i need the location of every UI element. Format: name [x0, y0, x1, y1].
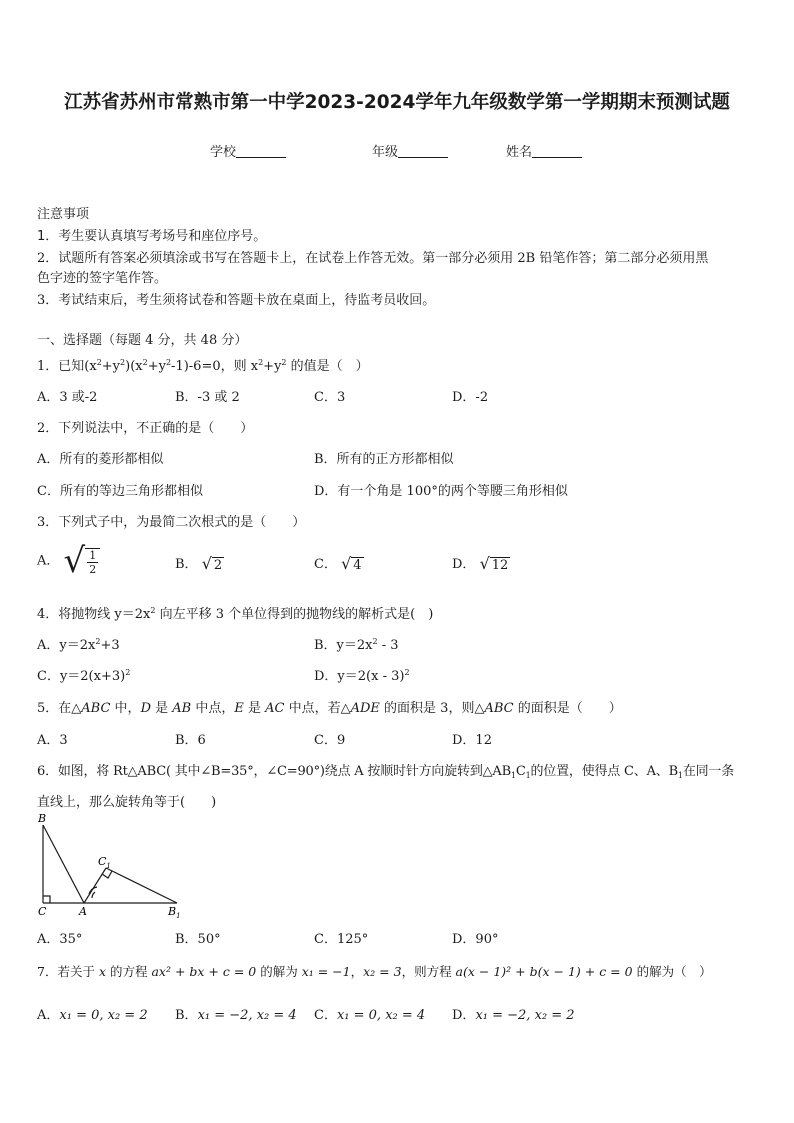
question-2-stem: 2．下列说法中，不正确的是（ ）: [37, 421, 254, 436]
q1-option-a: A．3 或-2: [37, 390, 98, 405]
question-4-stem: 4．将抛物线 $y=2x^2$ 向左平移 3 个单位得到的抛物线的解析式是( ): [37, 606, 434, 622]
grade-label: 年级: [372, 145, 399, 160]
question-7-stem: 7．若关于 x 的方程 ax² + bx + c = 0 的解为 x₁ = −1，x₂ = 3，则方程 a(x − 1)² + b(x − 1) + c = 0 的解为（ ）: [37, 964, 712, 979]
vertex-label-b1: $B_1$: [168, 905, 181, 920]
note-item: 1．考生要认真填写考场号和座位序号。: [37, 229, 267, 244]
question-1-stem: 1．已知$(x^2+y^2)(x^2+y^2-1)-6=0$，则 $x^2+y^2$ 的值是（ ）: [37, 358, 369, 374]
q7-option-c: C．x₁ = 0, x₂ = 4: [314, 1008, 426, 1023]
question-6-stem-line2: 直线上，那么旋转角等于( ): [37, 795, 217, 810]
q1-option-d: D．-2: [452, 390, 489, 405]
question-3-stem: 3．下列式子中，为最简二次根式的是（ ）: [37, 515, 306, 530]
school-label: 学校: [210, 145, 237, 160]
note-item: 3．考试结束后，考生须将试卷和答题卡放在桌面上，待监考员收回。: [37, 293, 436, 308]
q2-option-b: B．所有的正方形都相似: [314, 452, 454, 467]
name-field: [506, 141, 582, 160]
school-field: [210, 141, 286, 160]
q6-option-c: C．125°: [314, 932, 369, 947]
note-item: 色字迹的签字笔作答。: [37, 271, 168, 286]
school-blank: [236, 145, 286, 158]
q4-option-c: C．$y=2(x+3)^2$: [37, 668, 131, 684]
q6-option-d: D．90°: [452, 932, 499, 947]
question-5-stem: 5．在△ABC 中，D 是 AB 中点，E 是 AC 中点，若△ADE 的面积是 3，则△ABC 的面积是（ ）: [37, 701, 622, 716]
q2-option-a: A．所有的菱形都相似: [37, 452, 164, 467]
page-title: 江苏省苏州市常熟市第一中学2023-2024学年九年级数学第一学期期末预测试题: [64, 92, 730, 113]
q6-option-a: A．35°: [37, 932, 83, 947]
vertex-label-a: A: [79, 905, 87, 918]
q4-option-b: B．$y=2x^2 - 3$: [314, 637, 399, 653]
note-item: 2．试题所有答案必须填涂或书写在答题卡上，在试卷上作答无效。第一部分必须用 2B 铅笔作答；第二部分必须用黑: [37, 251, 709, 266]
grade-blank: [398, 145, 448, 158]
q5-option-a: A．3: [37, 733, 68, 748]
rotation-triangle-figure: [34, 812, 194, 920]
question-6-stem-line1: 6．如图，将 Rt△ABC( 其中∠B=35°，∠C=90°)绕点 A 按顺时针方向旋转到$\triangle AB_1C_1$的位置，使得点 C、A、$B_1$在同一条: [37, 764, 735, 780]
q7-option-b: B．x₁ = −2, x₂ = 4: [175, 1008, 297, 1023]
q5-option-d: D．12: [452, 733, 492, 748]
grade-field: [372, 141, 448, 160]
q5-option-b: B．6: [175, 733, 206, 748]
q4-option-a: A．$y=2x^2+3$: [37, 637, 120, 653]
name-label: 姓名: [506, 145, 533, 160]
q3-option-a: A． √ $\frac{1}{2}$: [37, 544, 100, 578]
name-blank: [532, 145, 582, 158]
vertex-label-b: B: [38, 812, 47, 825]
q4-option-d: D．y＝2(x - 3)$^2$: [314, 668, 410, 684]
q3-option-b: B． √ 2: [175, 554, 223, 573]
q6-option-b: B．50°: [175, 932, 221, 947]
q3-option-d: D． √ 12: [452, 554, 509, 573]
q2-option-c: C．所有的等边三角形都相似: [37, 484, 203, 499]
q3-option-c: C． √ 4: [314, 554, 362, 573]
q7-option-d: D．x₁ = −2, x₂ = 2: [452, 1008, 575, 1023]
vertex-label-c: C: [38, 905, 47, 918]
vertex-label-c1: $C_1$: [98, 855, 111, 870]
q1-option-b: B．-3 或 2: [175, 390, 240, 405]
q7-option-a: A．x₁ = 0, x₂ = 2: [37, 1008, 148, 1023]
q2-option-d: D．有一个角是 100°的两个等腰三角形相似: [314, 484, 568, 499]
section-heading: 一、选择题（每题 4 分，共 48 分）: [37, 333, 248, 348]
notes-heading: 注意事项: [37, 207, 90, 222]
q5-option-c: C．9: [314, 733, 346, 748]
q1-option-c: C．3: [314, 390, 346, 405]
